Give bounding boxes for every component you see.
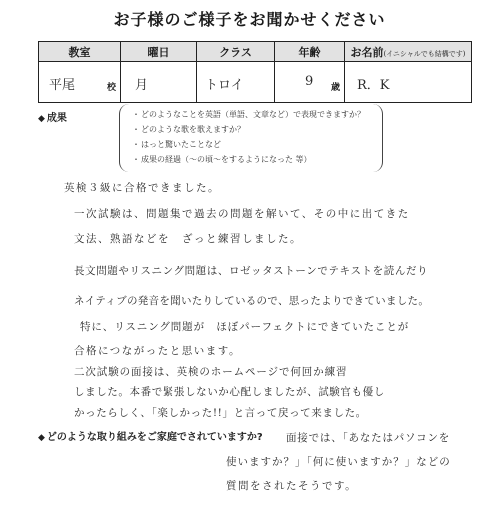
handwritten-line: 英検３級に合格できました。: [64, 182, 220, 194]
class-value: トロイ: [205, 78, 244, 93]
handwritten-line: しました。本番で緊張しないか心配しましたが、試験官も優し: [74, 386, 385, 398]
handwritten-line: ネイティブの発音を聞いたりしているので、思ったよりできていました。: [74, 295, 430, 307]
handwritten-line: かったらしく、「楽しかった!!」と言って戻って来ました。: [74, 407, 367, 419]
classroom-suffix: 校: [106, 83, 116, 93]
section-home-label: [38, 428, 263, 443]
header-day: 曜日: [121, 42, 197, 62]
info-table-value-row: [39, 62, 472, 103]
handwritten-line: 合格につながったと思います。: [74, 345, 241, 357]
prompt-box: [119, 104, 383, 172]
cell-class: [197, 62, 275, 103]
age-value: 9: [305, 74, 314, 89]
classroom-value: 平尾: [49, 78, 76, 93]
header-classroom: 教室: [39, 42, 121, 62]
form-title: お子様のご様子をお聞かせください: [113, 10, 386, 29]
handwritten-line: 使いますか？」「何に使いますか？」などの: [226, 456, 451, 468]
age-suffix: 歳: [330, 83, 340, 93]
section-results-label: [38, 109, 67, 124]
diamond-bullet-icon: ◆: [38, 114, 45, 124]
info-table: [38, 41, 472, 103]
header-class: クラス: [197, 42, 275, 62]
name-value: R．K: [357, 78, 390, 93]
header-age: 年齢: [275, 42, 345, 62]
header-name: [345, 42, 472, 62]
header-name-label: お名前: [350, 45, 384, 59]
header-name-note: (イニシャルでも結構です): [383, 49, 466, 58]
prompt-item: ・ どのようなことを英語（単語、文章など）で表現できますか？: [132, 107, 382, 122]
cell-classroom: [39, 62, 121, 103]
diamond-bullet-icon: ◆: [38, 433, 45, 443]
handwritten-line: 二次試験の面接は、英検のホームページで何回か練習: [74, 366, 348, 378]
prompt-list: [120, 104, 382, 167]
handwritten-line: 長文問題やリスニング問題は、ロゼッタストーンでテキストを読んだり: [74, 265, 429, 277]
cell-day: [121, 62, 197, 103]
prompt-item: ・ どのような歌を歌えますか？: [132, 122, 382, 137]
handwritten-line: 特に、リスニング問題が ほぼパーフェクトにできていたことが: [80, 321, 410, 333]
handwritten-line: 面接では、「あなたはパソコンを: [286, 432, 451, 444]
prompt-item: ・ はっと驚いたことなど: [132, 137, 382, 152]
section-results-text: 成果: [46, 113, 67, 124]
section-home-text: どのような取り組みをご家庭でされていますか?: [46, 432, 263, 443]
info-table-header-row: [39, 42, 472, 62]
cell-age: [275, 62, 345, 103]
handwritten-line: 質問をされたそうです。: [226, 480, 358, 492]
prompt-item: ・ 成果の経過（～の頃～をするようになった 等）: [132, 152, 382, 167]
handwritten-line: 一次試験は、問題集で過去の問題を解いて、その中に出てきた: [74, 208, 410, 220]
handwritten-line: 文法、熟語などを ざっと練習しました。: [74, 233, 302, 245]
cell-name: [345, 62, 472, 103]
day-value: 月: [135, 78, 149, 93]
